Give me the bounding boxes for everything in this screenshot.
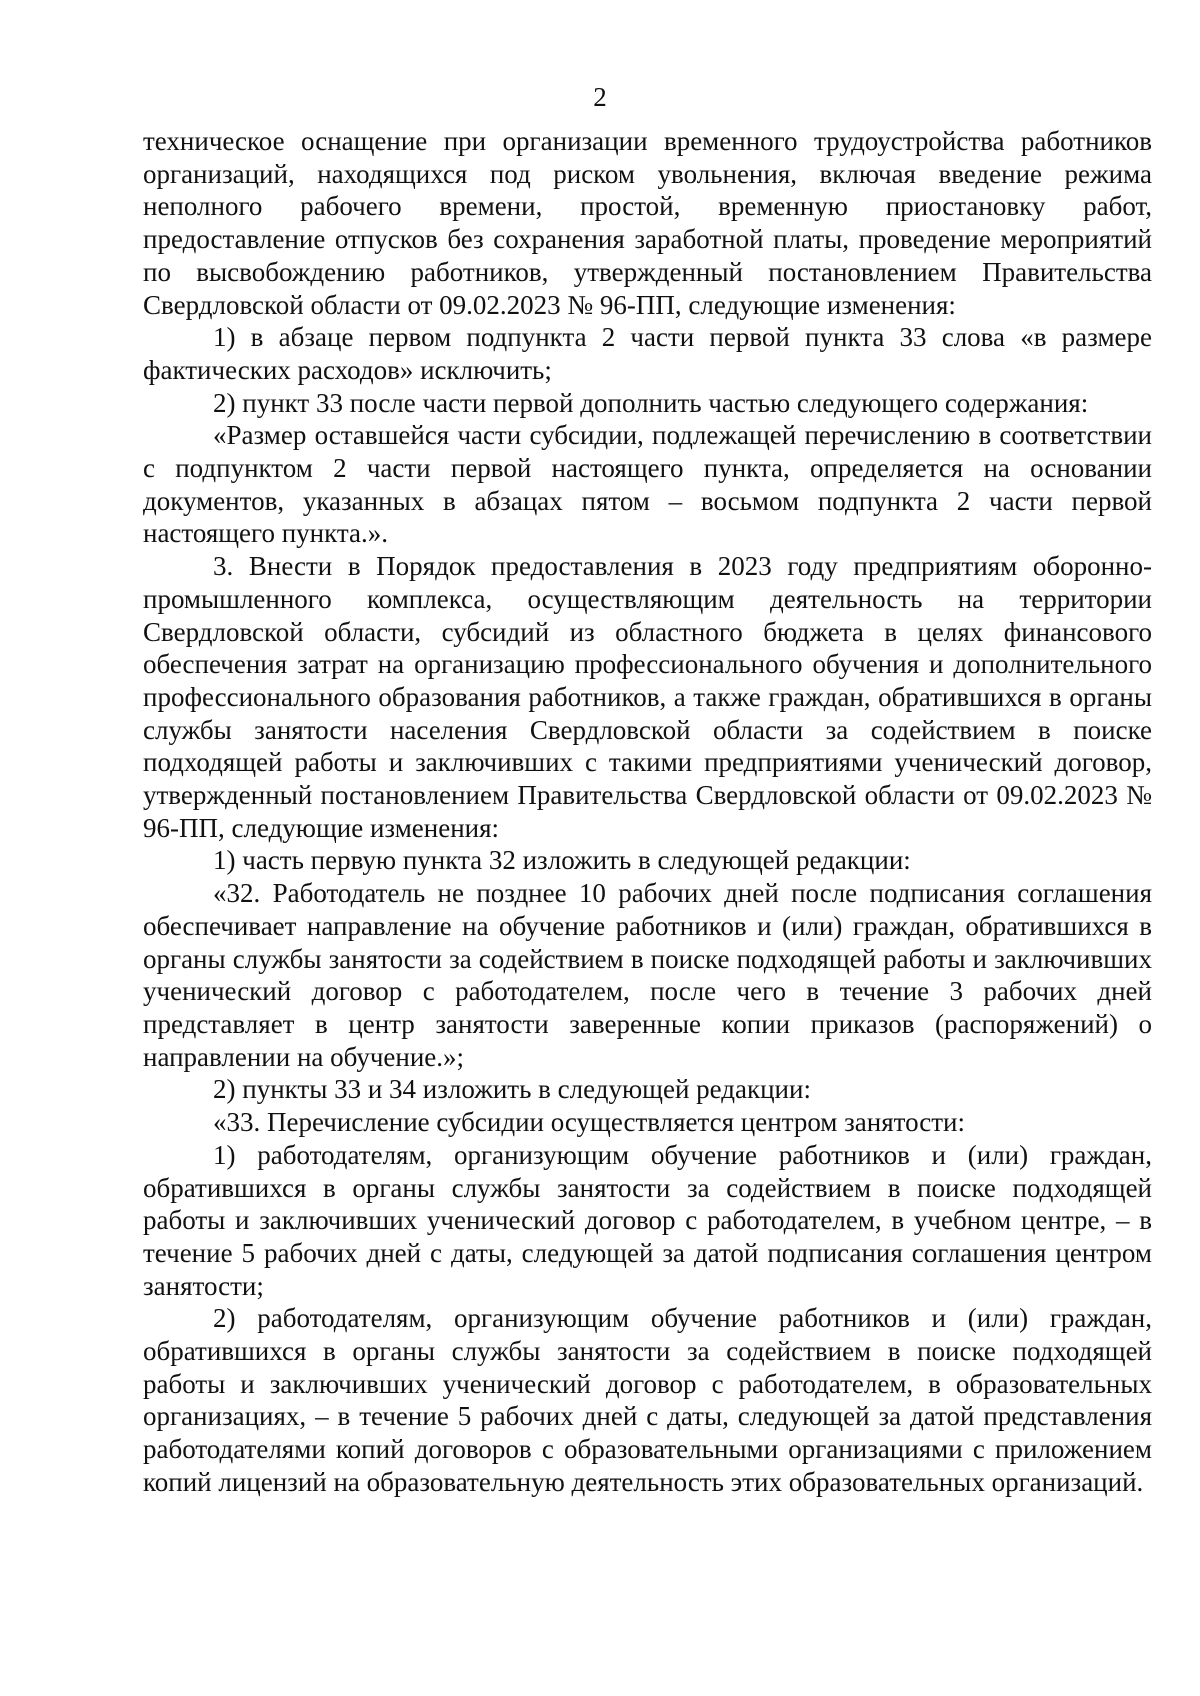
- paragraph-item-2: 2) пункты 33 и 34 изложить в следующей редакции:: [213, 1074, 811, 1105]
- paragraph-section-3: 3. Внести в Порядок предоставления в 2023 году предприятиям оборонно-промышленного комплекса, осуществляющим деятельность на территории Свердловской области, субсидий из областного бюджета в целях финансового обеспечения затрат на организацию профессионального обучения и дополнительного профессионального образования работников, а также граждан, обратившихся в органы службы занятости населения Свердловской области за содействием в поиске подходящей работы и заключивших с такими предприятиями ученический договор, утвержденный постановлением Правительства Свердловской области от 09.02.2023 № 96-ПП, следующие изменения:: [143, 551, 1152, 843]
- paragraph-quoted-point-33: «33. Перечисление субсидии осуществляется центром занятости:: [213, 1107, 966, 1138]
- paragraph-item-1: 1) часть первую пункта 32 изложить в следующей редакции:: [213, 845, 911, 876]
- paragraph-change-1: 1) в абзаце первом подпункта 2 части первой пункта 33 слова «в размере фактических расходов» исключить;: [143, 322, 1152, 385]
- paragraph-change-2: 2) пункт 33 после части первой дополнить частью следующего содержания:: [213, 387, 1089, 418]
- paragraph-subitem-2: 2) работодателям, организующим обучение работников и (или) граждан, обратившихся в органы службы занятости за содействием в поиске подходящей работы и заключивших ученический договор с работодателем, в образовательных организациях, – в течение 5 рабочих дней с даты, следующей за датой представления работодателями копий договоров с образовательными организациями с приложением копий лицензий на образовательную деятельность этих образовательных организаций.: [143, 1303, 1152, 1497]
- paragraph-subitem-1: 1) работодателям, организующим обучение работников и (или) граждан, обратившихся в органы службы занятости за содействием в поиске подходящей работы и заключивших ученический договор с работодателем, в учебном центре, – в течение 5 рабочих дней с даты, следующей за датой подписания соглашения центром занятости;: [143, 1139, 1152, 1301]
- document-body: [143, 125, 1152, 1499]
- paragraph-intro-continuation: техническое оснащение при организации временного трудоустройства работников организаций, находящихся под риском увольнения, включая введение режима неполного рабочего времени, простой, временную приостановку работ, предоставление отпусков без сохранения заработной платы, проведение мероприятий по высвобождению работников, утвержденный постановлением Правительства Свердловской области от 09.02.2023 № 96-ПП, следующие изменения:: [143, 126, 1152, 320]
- page-number: 2: [593, 82, 607, 112]
- paragraph-quoted-point-32: «32. Работодатель не позднее 10 рабочих дней после подписания соглашения обеспечивает направление на обучение работников и (или) граждан, обратившихся в органы службы занятости за содействием в поиске подходящей работы и заключивших ученический договор с работодателем, после чего в течение 3 рабочих дней представляет в центр занятости заверенные копии приказов (распоряжений) о направлении на обучение.»;: [143, 878, 1152, 1072]
- paragraph-quoted-addition: «Размер оставшейся части субсидии, подлежащей перечислению в соответствии с подпунктом 2 части первой настоящего пункта, определяется на основании документов, указанных в абзацах пятом – восьмом подпункта 2 части первой настоящего пункта.».: [143, 420, 1152, 549]
